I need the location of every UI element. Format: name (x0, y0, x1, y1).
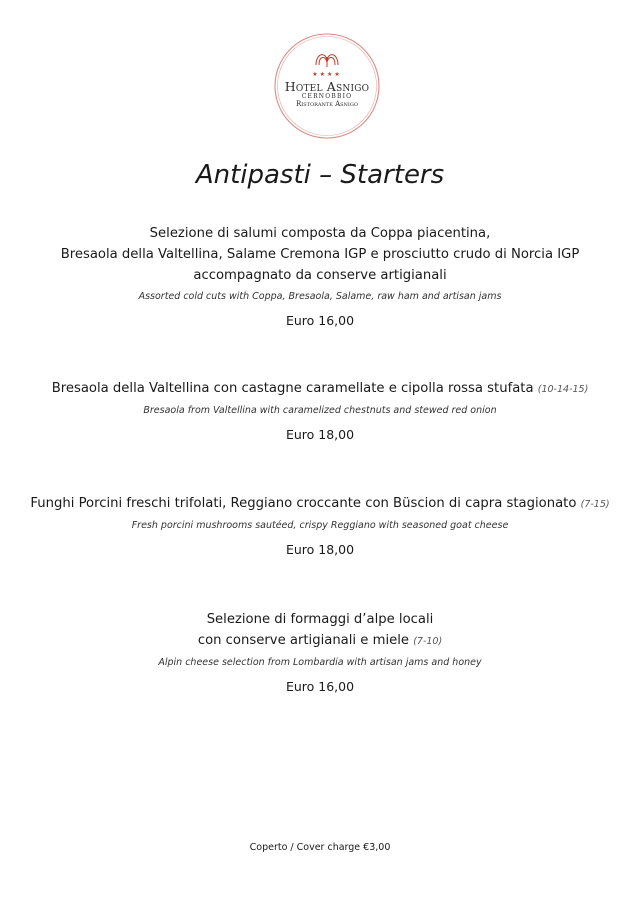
dish-italian-line (0, 630, 640, 652)
page-title: Antipasti – Starters (195, 160, 445, 190)
dish-italian-text: Funghi Porcini freschi trifolati, Reggiano croccante con Büscion di capra stagionato (30, 496, 577, 511)
menu-item-porcini (0, 493, 640, 559)
dish-italian-line: Selezione di formaggi d’alpe locali (206, 612, 434, 627)
dish-italian-line: Selezione di salumi composta da Coppa piacentina, (149, 226, 491, 241)
dish-italian-line (0, 378, 640, 400)
dish-italian-line: Bresaola della Valtellina, Salame Cremona IGP e prosciutto crudo di Norcia IGP (60, 247, 580, 262)
logo-restaurant-name: Ristorante Asnigo (296, 100, 358, 108)
logo-stars: ★★★★ (312, 71, 342, 78)
menu-item-bresaola (0, 378, 640, 444)
dish-italian-line (0, 493, 640, 515)
logo-monogram-icon (316, 55, 338, 67)
menu-item-cheese (0, 609, 640, 696)
logo-city: CERNOBBIO (301, 93, 353, 100)
dish-price: Euro 16,00 (285, 679, 355, 694)
dish-english-description: Assorted cold cuts with Coppa, Bresaola, Salame, raw ham and artisan jams (138, 291, 502, 302)
cover-charge-note: Coperto / Cover charge €3,00 (249, 842, 391, 853)
dish-italian-text: con conserve artigianali e miele (197, 633, 409, 648)
dish-italian-text: Bresaola della Valtellina con castagne caramellate e cipolla rossa stufata (51, 381, 534, 396)
dish-price: Euro 16,00 (285, 313, 355, 328)
dish-english-description: Fresh porcini mushrooms sautéed, crispy Reggiano with seasoned goat cheese (131, 520, 509, 531)
dish-english-description: Bresaola from Valtellina with caramelized chestnuts and stewed red onion (143, 405, 497, 416)
dish-price: Euro 18,00 (285, 542, 355, 557)
dish-allergens: (7-15) (580, 499, 610, 510)
menu-item-cold-cuts (0, 223, 640, 330)
dish-allergens: (7-10) (413, 636, 443, 647)
hotel-logo (272, 31, 382, 141)
dish-price: Euro 18,00 (285, 427, 355, 442)
dish-allergens: (10-14-15) (537, 384, 589, 395)
dish-english-description: Alpin cheese selection from Lombardia with artisan jams and honey (158, 657, 482, 668)
dish-italian-line: accompagnato da conserve artigianali (193, 268, 447, 283)
logo-hotel-name: Hotel Asnigo (284, 79, 370, 94)
